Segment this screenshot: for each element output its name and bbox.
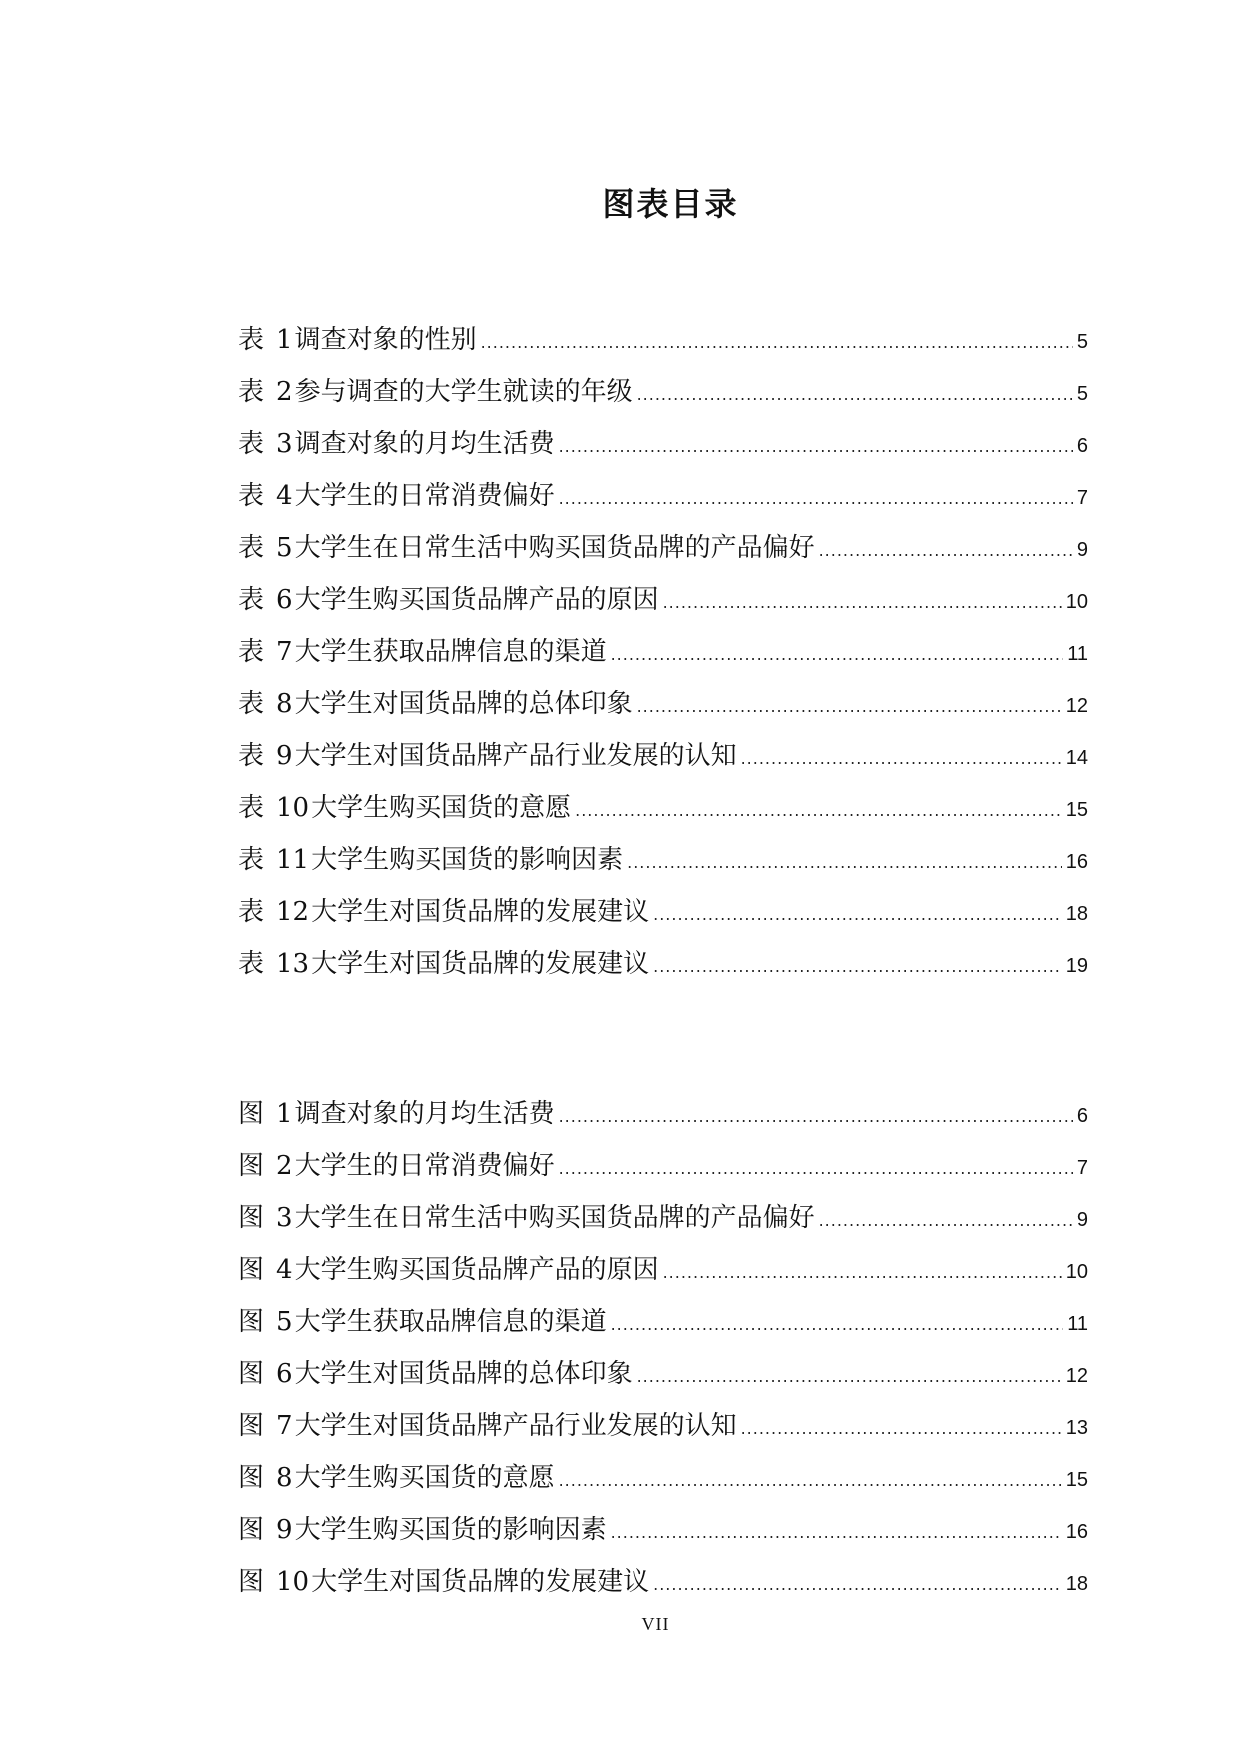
figure-entry-7[interactable] — [238, 1400, 1088, 1452]
entry-number: 3 — [276, 1203, 293, 1233]
entry-title: 调查对象的月均生活费 — [294, 429, 555, 459]
dot-leader — [559, 1455, 1062, 1507]
dot-leader — [741, 733, 1062, 785]
dot-leader — [481, 317, 1073, 369]
dot-leader — [559, 473, 1073, 525]
figure-entry-8[interactable] — [238, 1452, 1088, 1504]
entry-prefix: 图 — [238, 1359, 265, 1389]
table-of-tables — [238, 314, 1088, 990]
entry-prefix: 图 — [238, 1255, 265, 1285]
figure-entry-4[interactable] — [238, 1244, 1088, 1296]
entry-title: 参与调查的大学生就读的年级 — [294, 377, 633, 407]
entry-title: 调查对象的性别 — [294, 325, 477, 355]
figure-entry-9[interactable] — [238, 1504, 1088, 1556]
entry-number: 6 — [276, 585, 293, 615]
entry-number: 10 — [276, 793, 310, 823]
entry-prefix: 图 — [238, 1099, 265, 1129]
dot-leader — [611, 629, 1064, 681]
entry-title: 大学生对国货品牌的发展建议 — [311, 897, 650, 927]
entry-page-number: 15 — [1065, 799, 1088, 821]
entry-prefix: 表 — [238, 741, 265, 771]
table-of-figures — [238, 1088, 1088, 1608]
entry-page-number: 9 — [1076, 539, 1088, 561]
entry-number: 7 — [276, 637, 293, 667]
dot-leader — [819, 1195, 1073, 1247]
table-entry-4[interactable] — [238, 470, 1088, 522]
entry-prefix: 表 — [238, 481, 265, 511]
figure-entry-10[interactable] — [238, 1556, 1088, 1608]
entry-title: 大学生购买国货的意愿 — [311, 793, 572, 823]
entry-prefix: 表 — [238, 897, 265, 927]
entry-page-number: 13 — [1065, 1417, 1088, 1439]
table-entry-6[interactable] — [238, 574, 1088, 626]
entry-number: 2 — [276, 1151, 293, 1181]
entry-title: 大学生的日常消费偏好 — [294, 1151, 555, 1181]
entry-page-number: 5 — [1076, 383, 1088, 405]
entry-number: 2 — [276, 377, 293, 407]
entry-number: 10 — [276, 1567, 310, 1597]
table-entry-2[interactable] — [238, 366, 1088, 418]
entry-prefix: 图 — [238, 1151, 265, 1181]
entry-title: 大学生购买国货的影响因素 — [311, 845, 624, 875]
entry-number: 8 — [276, 689, 293, 719]
entry-number: 12 — [276, 897, 310, 927]
entry-page-number: 10 — [1065, 1261, 1088, 1283]
entry-number: 5 — [276, 533, 293, 563]
entry-prefix: 图 — [238, 1463, 265, 1493]
entry-title: 大学生对国货品牌的发展建议 — [311, 949, 650, 979]
entry-page-number: 7 — [1076, 487, 1088, 509]
entry-page-number: 18 — [1065, 1573, 1088, 1595]
entry-prefix: 表 — [238, 585, 265, 615]
entry-title: 大学生购买国货的意愿 — [294, 1463, 555, 1493]
entry-page-number: 11 — [1067, 1313, 1088, 1335]
entry-number: 1 — [276, 325, 293, 355]
dot-leader — [637, 1351, 1062, 1403]
entry-number: 9 — [276, 1515, 293, 1545]
entry-prefix: 图 — [238, 1307, 265, 1337]
dot-leader — [653, 889, 1062, 941]
entry-prefix: 图 — [238, 1515, 265, 1545]
entry-page-number: 11 — [1067, 643, 1088, 665]
dot-leader — [611, 1299, 1064, 1351]
table-entry-5[interactable] — [238, 522, 1088, 574]
entry-prefix: 表 — [238, 637, 265, 667]
entry-title: 大学生的日常消费偏好 — [294, 481, 555, 511]
figure-entry-1[interactable] — [238, 1088, 1088, 1140]
dot-leader — [627, 837, 1062, 889]
entry-number: 9 — [276, 741, 293, 771]
table-entry-12[interactable] — [238, 886, 1088, 938]
entry-page-number: 14 — [1065, 747, 1088, 769]
entry-page-number: 6 — [1076, 435, 1088, 457]
figure-entry-6[interactable] — [238, 1348, 1088, 1400]
entry-page-number: 19 — [1065, 955, 1088, 977]
entry-prefix: 图 — [238, 1567, 265, 1597]
entry-number: 4 — [276, 1255, 293, 1285]
entry-number: 7 — [276, 1411, 293, 1441]
figure-entry-3[interactable] — [238, 1192, 1088, 1244]
table-entry-3[interactable] — [238, 418, 1088, 470]
entry-prefix: 表 — [238, 949, 265, 979]
dot-leader — [663, 1247, 1062, 1299]
entry-prefix: 图 — [238, 1411, 265, 1441]
entry-number: 6 — [276, 1359, 293, 1389]
entry-title: 大学生购买国货品牌产品的原因 — [294, 1255, 659, 1285]
table-entry-13[interactable] — [238, 938, 1088, 990]
table-entry-1[interactable] — [238, 314, 1088, 366]
entry-page-number: 10 — [1065, 591, 1088, 613]
entry-number: 8 — [276, 1463, 293, 1493]
table-entry-10[interactable] — [238, 782, 1088, 834]
entry-prefix: 表 — [238, 377, 265, 407]
entry-page-number: 16 — [1065, 851, 1088, 873]
entry-title: 大学生对国货品牌的总体印象 — [294, 1359, 633, 1389]
entry-prefix: 表 — [238, 325, 265, 355]
entry-title: 大学生对国货品牌的发展建议 — [311, 1567, 650, 1597]
entry-number: 13 — [276, 949, 310, 979]
dot-leader — [559, 1143, 1073, 1195]
entry-page-number: 12 — [1065, 695, 1088, 717]
entry-title: 大学生对国货品牌产品行业发展的认知 — [294, 741, 737, 771]
entry-title: 大学生对国货品牌的总体印象 — [294, 689, 633, 719]
entry-prefix: 表 — [238, 845, 265, 875]
entry-number: 3 — [276, 429, 293, 459]
entry-number: 5 — [276, 1307, 293, 1337]
dot-leader — [653, 1559, 1062, 1611]
dot-leader — [741, 1403, 1062, 1455]
table-entry-8[interactable] — [238, 678, 1088, 730]
dot-leader — [653, 941, 1062, 993]
entry-prefix: 表 — [238, 533, 265, 563]
entry-page-number: 18 — [1065, 903, 1088, 925]
entry-page-number: 12 — [1065, 1365, 1088, 1387]
entry-title: 大学生购买国货品牌产品的原因 — [294, 585, 659, 615]
table-entry-11[interactable] — [238, 834, 1088, 886]
entry-page-number: 6 — [1076, 1105, 1088, 1127]
entry-page-number: 5 — [1076, 331, 1088, 353]
dot-leader — [559, 1091, 1073, 1143]
entry-title: 大学生在日常生活中购买国货品牌的产品偏好 — [294, 533, 815, 563]
entry-title: 大学生获取品牌信息的渠道 — [294, 637, 607, 667]
dot-leader — [575, 785, 1062, 837]
entry-title: 大学生在日常生活中购买国货品牌的产品偏好 — [294, 1203, 815, 1233]
entry-page-number: 7 — [1076, 1157, 1088, 1179]
entry-page-number: 15 — [1065, 1469, 1088, 1491]
entry-title: 大学生购买国货的影响因素 — [294, 1515, 607, 1545]
dot-leader — [819, 525, 1073, 577]
entry-number: 4 — [276, 481, 293, 511]
entry-prefix: 图 — [238, 1203, 265, 1233]
entry-page-number: 9 — [1076, 1209, 1088, 1231]
page-title: 图表目录 — [602, 185, 739, 224]
entry-number: 11 — [276, 845, 310, 875]
dot-leader — [559, 421, 1073, 473]
figure-entry-2[interactable] — [238, 1140, 1088, 1192]
page-number: VII — [641, 1614, 670, 1634]
entry-prefix: 表 — [238, 429, 265, 459]
table-entry-9[interactable] — [238, 730, 1088, 782]
table-entry-7[interactable] — [238, 626, 1088, 678]
dot-leader — [663, 577, 1062, 629]
entry-prefix: 表 — [238, 793, 265, 823]
figure-entry-5[interactable] — [238, 1296, 1088, 1348]
entry-number: 1 — [276, 1099, 293, 1129]
entry-title: 大学生对国货品牌产品行业发展的认知 — [294, 1411, 737, 1441]
entry-prefix: 表 — [238, 689, 265, 719]
entry-title: 大学生获取品牌信息的渠道 — [294, 1307, 607, 1337]
dot-leader — [637, 369, 1073, 421]
entry-title: 调查对象的月均生活费 — [294, 1099, 555, 1129]
dot-leader — [611, 1507, 1062, 1559]
dot-leader — [637, 681, 1062, 733]
entry-page-number: 16 — [1065, 1521, 1088, 1543]
